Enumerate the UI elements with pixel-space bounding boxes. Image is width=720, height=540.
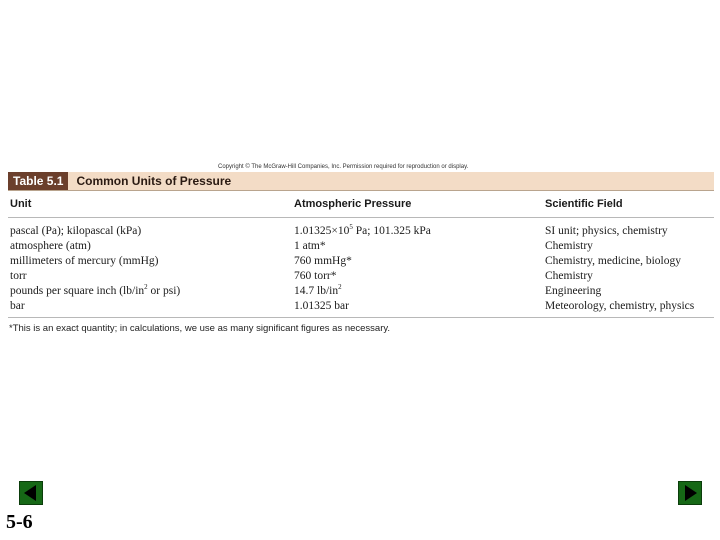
table-row: [8, 268, 714, 283]
table-header-row: [8, 191, 714, 218]
cell-field: Meteorology, chemistry, physics: [545, 299, 695, 312]
cell-pressure: 14.7 $lb/in^2$: [294, 282, 342, 297]
previous-slide-button[interactable]: [19, 481, 43, 505]
table-row: [8, 223, 714, 238]
table-row: [8, 238, 714, 253]
cell-unit: torr: [10, 269, 27, 282]
cell-pressure: 1 atm*: [294, 239, 326, 252]
table-body: [8, 218, 714, 318]
cell-unit: pounds per square inch ($lb/in^2$ or psi): [10, 282, 181, 297]
table-title-bar: [8, 172, 714, 191]
cell-field: Engineering: [545, 284, 602, 297]
table-row: [8, 298, 714, 313]
cell-unit: pascal (Pa); kilopascal (kPa): [10, 224, 142, 237]
cell-pressure: $1.01325\times 10^5$ Pa; 101.325 kPa: [294, 222, 431, 237]
arrow-right-icon: [679, 482, 701, 504]
table-title: Common Units of Pressure: [76, 174, 232, 188]
cell-pressure: 1.01325 bar: [294, 299, 349, 312]
cell-unit: bar: [10, 299, 25, 312]
cell-field: SI unit; physics, chemistry: [545, 224, 668, 237]
arrow-left-icon: [20, 482, 42, 504]
copyright-notice: Copyright © The McGraw-Hill Companies, Inc. Permission required for reproduction or display.: [218, 164, 469, 170]
slide-number: 5-6: [6, 511, 33, 533]
cell-pressure: 760 torr*: [294, 269, 337, 282]
table-footnote: *This is an exact quantity; in calculations, we use as many significant figures as necessary.: [9, 323, 391, 334]
column-header-unit: Unit: [10, 198, 32, 210]
cell-field: Chemistry, medicine, biology: [545, 254, 681, 267]
column-header-atmospheric-pressure: Atmospheric Pressure: [294, 198, 412, 210]
table-number: Table 5.1: [8, 172, 68, 190]
cell-unit: atmosphere (atm): [10, 239, 91, 252]
table-row: [8, 283, 714, 298]
pressure-units-table: [8, 172, 714, 334]
table-row: [8, 253, 714, 268]
cell-field: Chemistry: [545, 269, 593, 282]
cell-pressure: 760 mmHg*: [294, 254, 352, 267]
cell-field: Chemistry: [545, 239, 593, 252]
next-slide-button[interactable]: [678, 481, 702, 505]
cell-unit: millimeters of mercury (mmHg): [10, 254, 159, 267]
column-header-scientific-field: Scientific Field: [545, 198, 623, 210]
